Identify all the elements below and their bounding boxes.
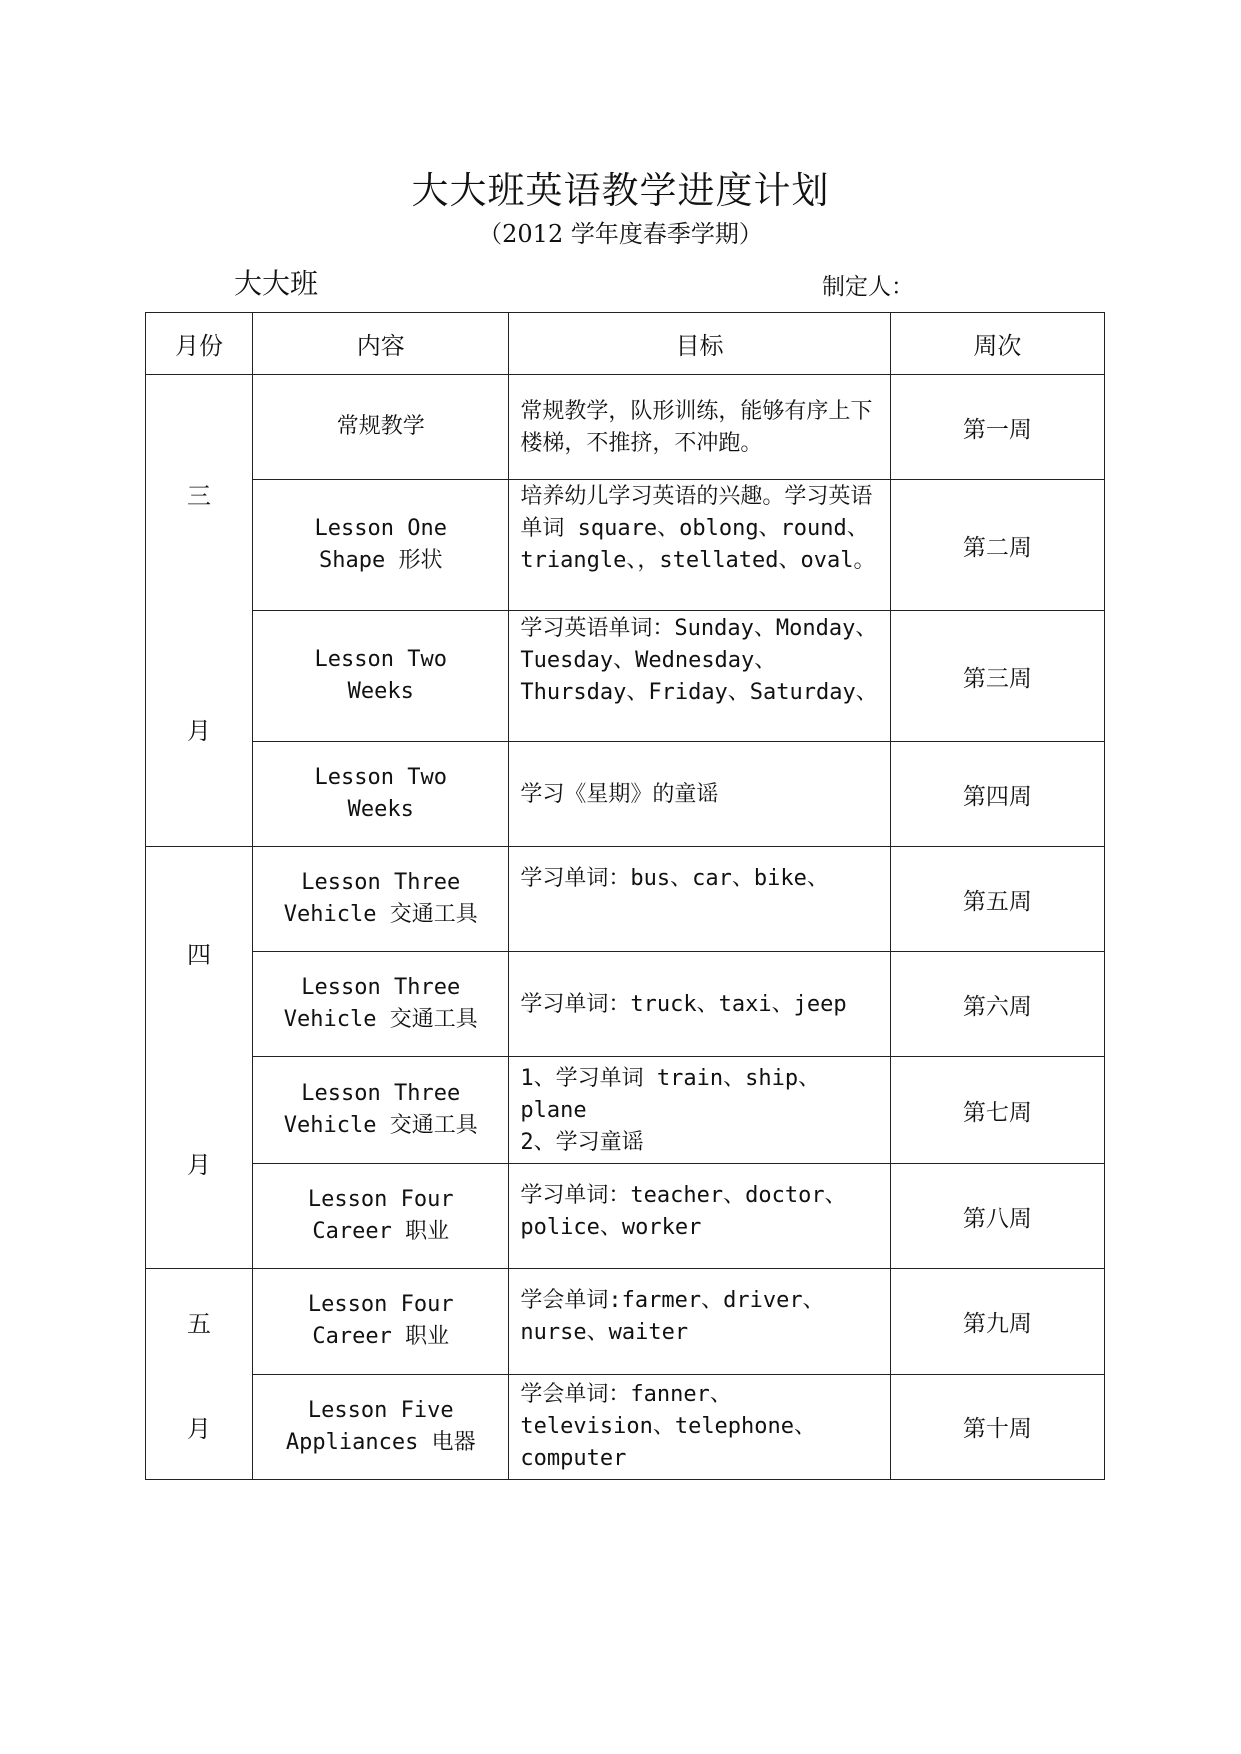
content-cell: Lesson Four Career 职业 [253,1164,509,1269]
content-cell: Lesson One Shape 形状 [253,480,509,611]
goal-cell: 常规教学，队形训练，能够有序上下楼梯，不推挤，不冲跑。 [509,375,890,480]
header-goal: 目标 [509,313,890,375]
goal-cell: 学习单词：truck、taxi、jeep [509,952,890,1057]
week-cell: 第八周 [890,1164,1104,1269]
table-row [146,480,1105,611]
week-cell: 第一周 [890,375,1104,480]
table-row [146,1164,1105,1269]
header-content: 内容 [253,313,509,375]
content-cell: Lesson Four Career 职业 [253,1269,509,1375]
content-cell: Lesson Three Vehicle 交通工具 [253,952,509,1057]
week-cell: 第十周 [890,1374,1104,1480]
table-row [146,742,1105,847]
table-row [146,375,1105,480]
month-char: 月 [187,1415,212,1443]
week-cell: 第三周 [890,611,1104,742]
month-char: 月 [187,1151,212,1179]
page-title: 大大班英语教学进度计划 [411,169,830,212]
goal-cell: 学会单词：fanner、television、telephone、computer [509,1374,890,1480]
month-char: 四 [187,941,212,969]
goal-cell: 学习英语单词：Sunday、Monday、Tuesday、Wednesday、Thursday、Friday、Saturday、 [509,611,890,742]
goal-cell: 学习单词：bus、car、bike、 [509,847,890,952]
month-char: 三 [187,481,212,510]
schedule-table [145,312,1105,1480]
month-cell-may [146,1269,253,1480]
month-cell-march [146,375,253,847]
month-char: 五 [187,1310,212,1338]
goal-cell: 培养幼儿学习英语的兴趣。学习英语单词 square、oblong、round、triangle、，stellated、oval。 [509,480,890,611]
week-cell: 第五周 [890,847,1104,952]
page-subtitle: （2012 学年度春季学期） [478,220,763,248]
content-cell: Lesson Three Vehicle 交通工具 [253,1057,509,1164]
week-cell: 第四周 [890,742,1104,847]
week-cell: 第二周 [890,480,1104,611]
goal-cell: 1、学习单词 train、ship、plane 2、学习童谣 [509,1057,890,1164]
table-row [146,1269,1105,1375]
content-cell: Lesson Two Weeks [253,611,509,742]
goal-cell: 学会单词:farmer、driver、nurse、waiter [509,1269,890,1375]
week-cell: 第七周 [890,1057,1104,1164]
content-cell: Lesson Three Vehicle 交通工具 [253,847,509,952]
table-row [146,1057,1105,1164]
header-month: 月份 [146,313,253,375]
week-cell: 第九周 [890,1269,1104,1375]
header-week: 周次 [890,313,1104,375]
content-cell: Lesson Five Appliances 电器 [253,1374,509,1480]
month-cell-april [146,847,253,1269]
week-cell: 第六周 [890,952,1104,1057]
table-row [146,952,1105,1057]
content-cell: Lesson Two Weeks [253,742,509,847]
content-cell: 常规教学 [253,375,509,480]
goal-cell: 学习单词：teacher、doctor、police、worker [509,1164,890,1269]
table-row [146,847,1105,952]
author-label: 制定人： [822,274,914,300]
month-char: 月 [187,716,212,745]
table-header-row [146,313,1105,375]
table-row [146,1374,1105,1480]
table-row [146,611,1105,742]
class-name: 大大班 [234,267,319,300]
goal-cell: 学习《星期》的童谣 [509,742,890,847]
